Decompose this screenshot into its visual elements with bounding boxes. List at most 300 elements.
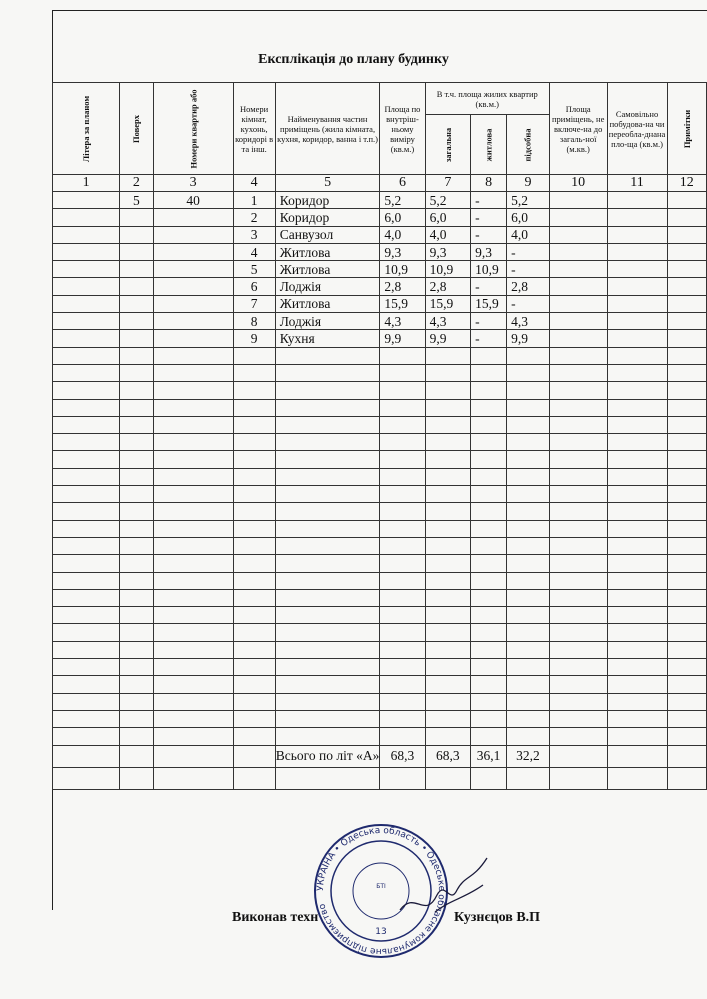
cell-empty bbox=[471, 364, 507, 381]
empty-row bbox=[53, 589, 707, 606]
column-number: 6 bbox=[380, 175, 425, 192]
cell-empty bbox=[507, 416, 550, 433]
executor-name: Кузнєцов В.П bbox=[454, 910, 541, 925]
cell-empty bbox=[549, 226, 607, 243]
cell-empty bbox=[425, 624, 470, 641]
cell-empty bbox=[667, 278, 706, 295]
cell-room-number: 5 bbox=[233, 261, 275, 278]
cell-empty bbox=[153, 589, 233, 606]
cell-litera bbox=[53, 313, 120, 330]
empty-row bbox=[53, 416, 707, 433]
cell-empty bbox=[471, 537, 507, 554]
cell-floor: 5 bbox=[120, 192, 153, 209]
cell-empty bbox=[607, 624, 667, 641]
cell-empty bbox=[667, 659, 706, 676]
cell-empty bbox=[471, 555, 507, 572]
table-row bbox=[53, 243, 707, 260]
cell-empty bbox=[667, 607, 706, 624]
cell-empty bbox=[275, 451, 380, 468]
cell-empty bbox=[549, 693, 607, 710]
cell-empty bbox=[120, 382, 153, 399]
cell-empty bbox=[233, 537, 275, 554]
cell-empty bbox=[549, 659, 607, 676]
cell-empty bbox=[425, 434, 470, 451]
empty-row bbox=[53, 347, 707, 364]
cell-empty bbox=[153, 693, 233, 710]
cell-empty bbox=[549, 278, 607, 295]
cell-room-number: 9 bbox=[233, 330, 275, 347]
cell-empty bbox=[275, 364, 380, 381]
cell-empty bbox=[471, 641, 507, 658]
cell-litera bbox=[53, 278, 120, 295]
table-row bbox=[53, 261, 707, 278]
cell-empty bbox=[607, 278, 667, 295]
cell-empty bbox=[120, 607, 153, 624]
cell-empty bbox=[53, 693, 120, 710]
header-auxiliary: підсобна bbox=[507, 115, 550, 175]
cell-empty bbox=[667, 537, 706, 554]
header-inner-area: Площа по внутріш-ньому виміру (кв.м.) bbox=[380, 83, 425, 175]
table-row bbox=[53, 278, 707, 295]
cell-empty bbox=[120, 451, 153, 468]
cell-empty bbox=[507, 382, 550, 399]
cell-empty bbox=[233, 641, 275, 658]
cell-area: 10,9 bbox=[380, 261, 425, 278]
totals-row bbox=[53, 745, 707, 767]
cell-auxiliary: 2,8 bbox=[507, 278, 550, 295]
cell-empty bbox=[549, 555, 607, 572]
cell-room-name: Житлова bbox=[275, 261, 380, 278]
cell-empty bbox=[120, 416, 153, 433]
cell-empty bbox=[607, 659, 667, 676]
cell-area: 15,9 bbox=[380, 295, 425, 312]
cell-empty bbox=[549, 382, 607, 399]
cell-total: 6,0 bbox=[425, 209, 470, 226]
cell-empty bbox=[507, 364, 550, 381]
cell-total: 2,8 bbox=[425, 278, 470, 295]
header-apartment: Номери квартир або bbox=[153, 83, 233, 175]
cell-empty bbox=[233, 572, 275, 589]
cell-empty bbox=[153, 728, 233, 745]
cell-empty bbox=[667, 520, 706, 537]
cell-empty bbox=[507, 710, 550, 727]
cell-empty bbox=[607, 382, 667, 399]
cell-empty bbox=[425, 676, 470, 693]
empty-row bbox=[53, 434, 707, 451]
cell-empty bbox=[233, 347, 275, 364]
cell-total: 5,2 bbox=[425, 192, 470, 209]
table-body bbox=[53, 192, 707, 348]
cell-empty bbox=[425, 607, 470, 624]
table-row bbox=[53, 295, 707, 312]
cell-empty bbox=[425, 710, 470, 727]
cell-empty bbox=[607, 555, 667, 572]
cell-empty bbox=[275, 572, 380, 589]
cell-empty bbox=[233, 503, 275, 520]
cell-empty bbox=[607, 520, 667, 537]
cell-litera bbox=[53, 192, 120, 209]
cell-empty bbox=[275, 537, 380, 554]
cell-empty bbox=[120, 503, 153, 520]
seal-ring-text: УКРАЇНА • Одеська область • Одеське обласне комунальне підприємство bbox=[315, 825, 447, 957]
cell-room-name: Житлова bbox=[275, 295, 380, 312]
cell-empty bbox=[507, 659, 550, 676]
cell-empty bbox=[549, 434, 607, 451]
column-number: 10 bbox=[549, 175, 607, 192]
cell-empty bbox=[425, 364, 470, 381]
cell-area: 9,3 bbox=[380, 243, 425, 260]
cell-empty bbox=[425, 537, 470, 554]
cell-floor bbox=[120, 295, 153, 312]
cell-empty bbox=[507, 607, 550, 624]
cell-empty bbox=[120, 486, 153, 503]
totals-area: 68,3 bbox=[380, 745, 425, 767]
cell-empty bbox=[607, 330, 667, 347]
cell-empty bbox=[607, 693, 667, 710]
cell-living: 9,3 bbox=[471, 243, 507, 260]
cell-empty bbox=[607, 537, 667, 554]
cell-empty bbox=[607, 416, 667, 433]
cell-empty bbox=[233, 607, 275, 624]
cell-empty bbox=[607, 710, 667, 727]
cell-floor bbox=[120, 313, 153, 330]
cell-empty bbox=[471, 382, 507, 399]
cell-living: - bbox=[471, 226, 507, 243]
cell-empty bbox=[380, 468, 425, 485]
column-number-row bbox=[53, 175, 707, 192]
seal-number: 13 bbox=[375, 927, 387, 937]
cell-empty bbox=[380, 710, 425, 727]
cell-empty bbox=[471, 520, 507, 537]
cell-empty bbox=[471, 503, 507, 520]
document-title: Експлікація до плану будинку bbox=[258, 52, 449, 67]
cell-empty bbox=[607, 226, 667, 243]
cell-empty bbox=[53, 416, 120, 433]
empty-row bbox=[53, 451, 707, 468]
cell-empty bbox=[153, 364, 233, 381]
cell-empty bbox=[607, 486, 667, 503]
cell-floor bbox=[120, 226, 153, 243]
cell-litera bbox=[53, 243, 120, 260]
handwritten-signature bbox=[395, 850, 495, 930]
cell-empty bbox=[53, 434, 120, 451]
cell-living: 15,9 bbox=[471, 295, 507, 312]
cell-apartment bbox=[153, 330, 233, 347]
table-empty-rows bbox=[53, 347, 707, 745]
cell-empty bbox=[53, 382, 120, 399]
cell-empty bbox=[471, 607, 507, 624]
cell-empty bbox=[607, 641, 667, 658]
cell-room-name: Коридор bbox=[275, 209, 380, 226]
cell-auxiliary: - bbox=[507, 261, 550, 278]
cell-auxiliary: 4,3 bbox=[507, 313, 550, 330]
cell-auxiliary: 5,2 bbox=[507, 192, 550, 209]
explication-table bbox=[52, 82, 707, 790]
cell-empty bbox=[607, 503, 667, 520]
cell-empty bbox=[607, 676, 667, 693]
cell-area: 5,2 bbox=[380, 192, 425, 209]
cell-empty bbox=[667, 261, 706, 278]
cell-empty bbox=[425, 399, 470, 416]
cell-empty bbox=[120, 434, 153, 451]
cell-empty bbox=[53, 555, 120, 572]
cell-empty bbox=[667, 295, 706, 312]
cell-empty bbox=[667, 572, 706, 589]
cell-empty bbox=[275, 555, 380, 572]
cell-empty bbox=[425, 572, 470, 589]
cell-empty bbox=[120, 537, 153, 554]
cell-empty bbox=[507, 486, 550, 503]
cell-empty bbox=[233, 399, 275, 416]
cell-empty bbox=[471, 416, 507, 433]
header-living-group: В т.ч. площа жилих квартир (кв.м.) bbox=[425, 83, 549, 115]
header-floor: Поверх bbox=[120, 83, 153, 175]
cell-empty bbox=[153, 382, 233, 399]
cell-apartment bbox=[153, 261, 233, 278]
cell-empty bbox=[425, 503, 470, 520]
cell-empty bbox=[549, 572, 607, 589]
cell-empty bbox=[120, 659, 153, 676]
cell-empty bbox=[425, 468, 470, 485]
cell-empty bbox=[471, 399, 507, 416]
cell-living: - bbox=[471, 278, 507, 295]
cell-empty bbox=[380, 693, 425, 710]
cell-empty bbox=[507, 572, 550, 589]
table-row bbox=[53, 192, 707, 209]
cell-empty bbox=[380, 451, 425, 468]
cell-empty bbox=[120, 710, 153, 727]
cell-empty bbox=[275, 676, 380, 693]
cell-empty bbox=[549, 468, 607, 485]
empty-row bbox=[53, 520, 707, 537]
cell-floor bbox=[120, 243, 153, 260]
cell-empty bbox=[549, 641, 607, 658]
cell-floor bbox=[120, 261, 153, 278]
cell-living: - bbox=[471, 330, 507, 347]
cell-empty bbox=[153, 399, 233, 416]
empty-row bbox=[53, 693, 707, 710]
cell-empty bbox=[471, 468, 507, 485]
cell-litera bbox=[53, 330, 120, 347]
cell-empty bbox=[380, 399, 425, 416]
cell-empty bbox=[233, 624, 275, 641]
cell-empty bbox=[53, 624, 120, 641]
cell-empty bbox=[667, 209, 706, 226]
cell-empty bbox=[120, 728, 153, 745]
empty-row bbox=[53, 624, 707, 641]
column-number: 7 bbox=[425, 175, 470, 192]
empty-row bbox=[53, 399, 707, 416]
cell-apartment bbox=[153, 226, 233, 243]
cell-empty bbox=[153, 468, 233, 485]
cell-empty bbox=[120, 520, 153, 537]
cell-area: 4,0 bbox=[380, 226, 425, 243]
cell-empty bbox=[53, 399, 120, 416]
cell-empty bbox=[425, 693, 470, 710]
cell-room-number: 4 bbox=[233, 243, 275, 260]
cell-empty bbox=[275, 520, 380, 537]
cell-empty bbox=[120, 364, 153, 381]
cell-empty bbox=[507, 399, 550, 416]
empty-row bbox=[53, 503, 707, 520]
cell-empty bbox=[53, 520, 120, 537]
cell-empty bbox=[667, 693, 706, 710]
cell-auxiliary: - bbox=[507, 243, 550, 260]
column-number: 2 bbox=[120, 175, 153, 192]
cell-total: 10,9 bbox=[425, 261, 470, 278]
cell-empty bbox=[471, 589, 507, 606]
cell-empty bbox=[471, 624, 507, 641]
column-number: 3 bbox=[153, 175, 233, 192]
cell-empty bbox=[667, 503, 706, 520]
cell-floor bbox=[120, 330, 153, 347]
cell-empty bbox=[425, 520, 470, 537]
cell-empty bbox=[607, 347, 667, 364]
cell-empty bbox=[507, 347, 550, 364]
cell-empty bbox=[120, 589, 153, 606]
header-notes: Примітки bbox=[667, 83, 706, 175]
empty-row bbox=[53, 659, 707, 676]
cell-room-name: Житлова bbox=[275, 243, 380, 260]
cell-area: 4,3 bbox=[380, 313, 425, 330]
column-number: 5 bbox=[275, 175, 380, 192]
cell-empty bbox=[153, 503, 233, 520]
cell-empty bbox=[607, 192, 667, 209]
empty-row bbox=[53, 641, 707, 658]
cell-empty bbox=[380, 520, 425, 537]
cell-empty bbox=[507, 468, 550, 485]
cell-empty bbox=[607, 468, 667, 485]
cell-empty bbox=[275, 659, 380, 676]
cell-empty bbox=[233, 486, 275, 503]
cell-empty bbox=[275, 382, 380, 399]
cell-empty bbox=[53, 572, 120, 589]
empty-row bbox=[53, 364, 707, 381]
cell-empty bbox=[607, 728, 667, 745]
cell-empty bbox=[233, 434, 275, 451]
cell-empty bbox=[425, 641, 470, 658]
cell-empty bbox=[507, 555, 550, 572]
cell-empty bbox=[471, 659, 507, 676]
cell-empty bbox=[120, 676, 153, 693]
cell-empty bbox=[607, 451, 667, 468]
cell-empty bbox=[53, 451, 120, 468]
cell-empty bbox=[53, 659, 120, 676]
cell-empty bbox=[667, 641, 706, 658]
cell-empty bbox=[425, 451, 470, 468]
cell-empty bbox=[607, 313, 667, 330]
cell-apartment: 40 bbox=[153, 192, 233, 209]
column-number: 1 bbox=[53, 175, 120, 192]
cell-empty bbox=[275, 607, 380, 624]
cell-empty bbox=[380, 347, 425, 364]
cell-living: 10,9 bbox=[471, 261, 507, 278]
cell-empty bbox=[380, 589, 425, 606]
table-row bbox=[53, 330, 707, 347]
cell-empty bbox=[380, 364, 425, 381]
cell-empty bbox=[471, 728, 507, 745]
cell-empty bbox=[275, 693, 380, 710]
cell-empty bbox=[549, 537, 607, 554]
cell-empty bbox=[425, 347, 470, 364]
cell-floor bbox=[120, 209, 153, 226]
cell-apartment bbox=[153, 278, 233, 295]
cell-empty bbox=[667, 555, 706, 572]
cell-empty bbox=[233, 589, 275, 606]
cell-empty bbox=[233, 468, 275, 485]
cell-empty bbox=[153, 434, 233, 451]
cell-empty bbox=[153, 572, 233, 589]
cell-empty bbox=[120, 468, 153, 485]
cell-empty bbox=[667, 399, 706, 416]
cell-empty bbox=[549, 295, 607, 312]
cell-empty bbox=[549, 313, 607, 330]
cell-empty bbox=[153, 659, 233, 676]
cell-empty bbox=[53, 589, 120, 606]
cell-auxiliary: 9,9 bbox=[507, 330, 550, 347]
cell-empty bbox=[667, 347, 706, 364]
column-number: 8 bbox=[471, 175, 507, 192]
cell-floor bbox=[120, 278, 153, 295]
cell-empty bbox=[667, 468, 706, 485]
cell-empty bbox=[607, 572, 667, 589]
cell-empty bbox=[120, 555, 153, 572]
table-row bbox=[53, 209, 707, 226]
seal-center-text: БТІ bbox=[376, 883, 386, 890]
cell-empty bbox=[275, 728, 380, 745]
cell-empty bbox=[471, 486, 507, 503]
cell-empty bbox=[233, 364, 275, 381]
cell-empty bbox=[471, 347, 507, 364]
cell-empty bbox=[380, 434, 425, 451]
cell-empty bbox=[667, 676, 706, 693]
cell-empty bbox=[53, 710, 120, 727]
empty-row bbox=[53, 382, 707, 399]
cell-total: 9,3 bbox=[425, 243, 470, 260]
cell-empty bbox=[275, 641, 380, 658]
cell-litera bbox=[53, 226, 120, 243]
column-number: 11 bbox=[607, 175, 667, 192]
cell-empty bbox=[607, 399, 667, 416]
cell-empty bbox=[153, 676, 233, 693]
cell-room-name: Санвузол bbox=[275, 226, 380, 243]
cell-empty bbox=[380, 416, 425, 433]
cell-empty bbox=[53, 347, 120, 364]
cell-empty bbox=[233, 659, 275, 676]
cell-empty bbox=[471, 710, 507, 727]
cell-empty bbox=[120, 347, 153, 364]
cell-area: 9,9 bbox=[380, 330, 425, 347]
cell-empty bbox=[549, 451, 607, 468]
empty-row bbox=[53, 555, 707, 572]
cell-empty bbox=[549, 520, 607, 537]
empty-row bbox=[53, 710, 707, 727]
totals-auxiliary: 32,2 bbox=[507, 745, 550, 767]
cell-empty bbox=[153, 486, 233, 503]
cell-room-name: Кухня bbox=[275, 330, 380, 347]
cell-empty bbox=[380, 555, 425, 572]
cell-empty bbox=[120, 399, 153, 416]
cell-auxiliary: 4,0 bbox=[507, 226, 550, 243]
cell-empty bbox=[607, 295, 667, 312]
cell-empty bbox=[471, 572, 507, 589]
cell-empty bbox=[425, 659, 470, 676]
cell-empty bbox=[380, 572, 425, 589]
cell-empty bbox=[153, 624, 233, 641]
cell-auxiliary: - bbox=[507, 295, 550, 312]
cell-litera bbox=[53, 295, 120, 312]
cell-empty bbox=[549, 209, 607, 226]
